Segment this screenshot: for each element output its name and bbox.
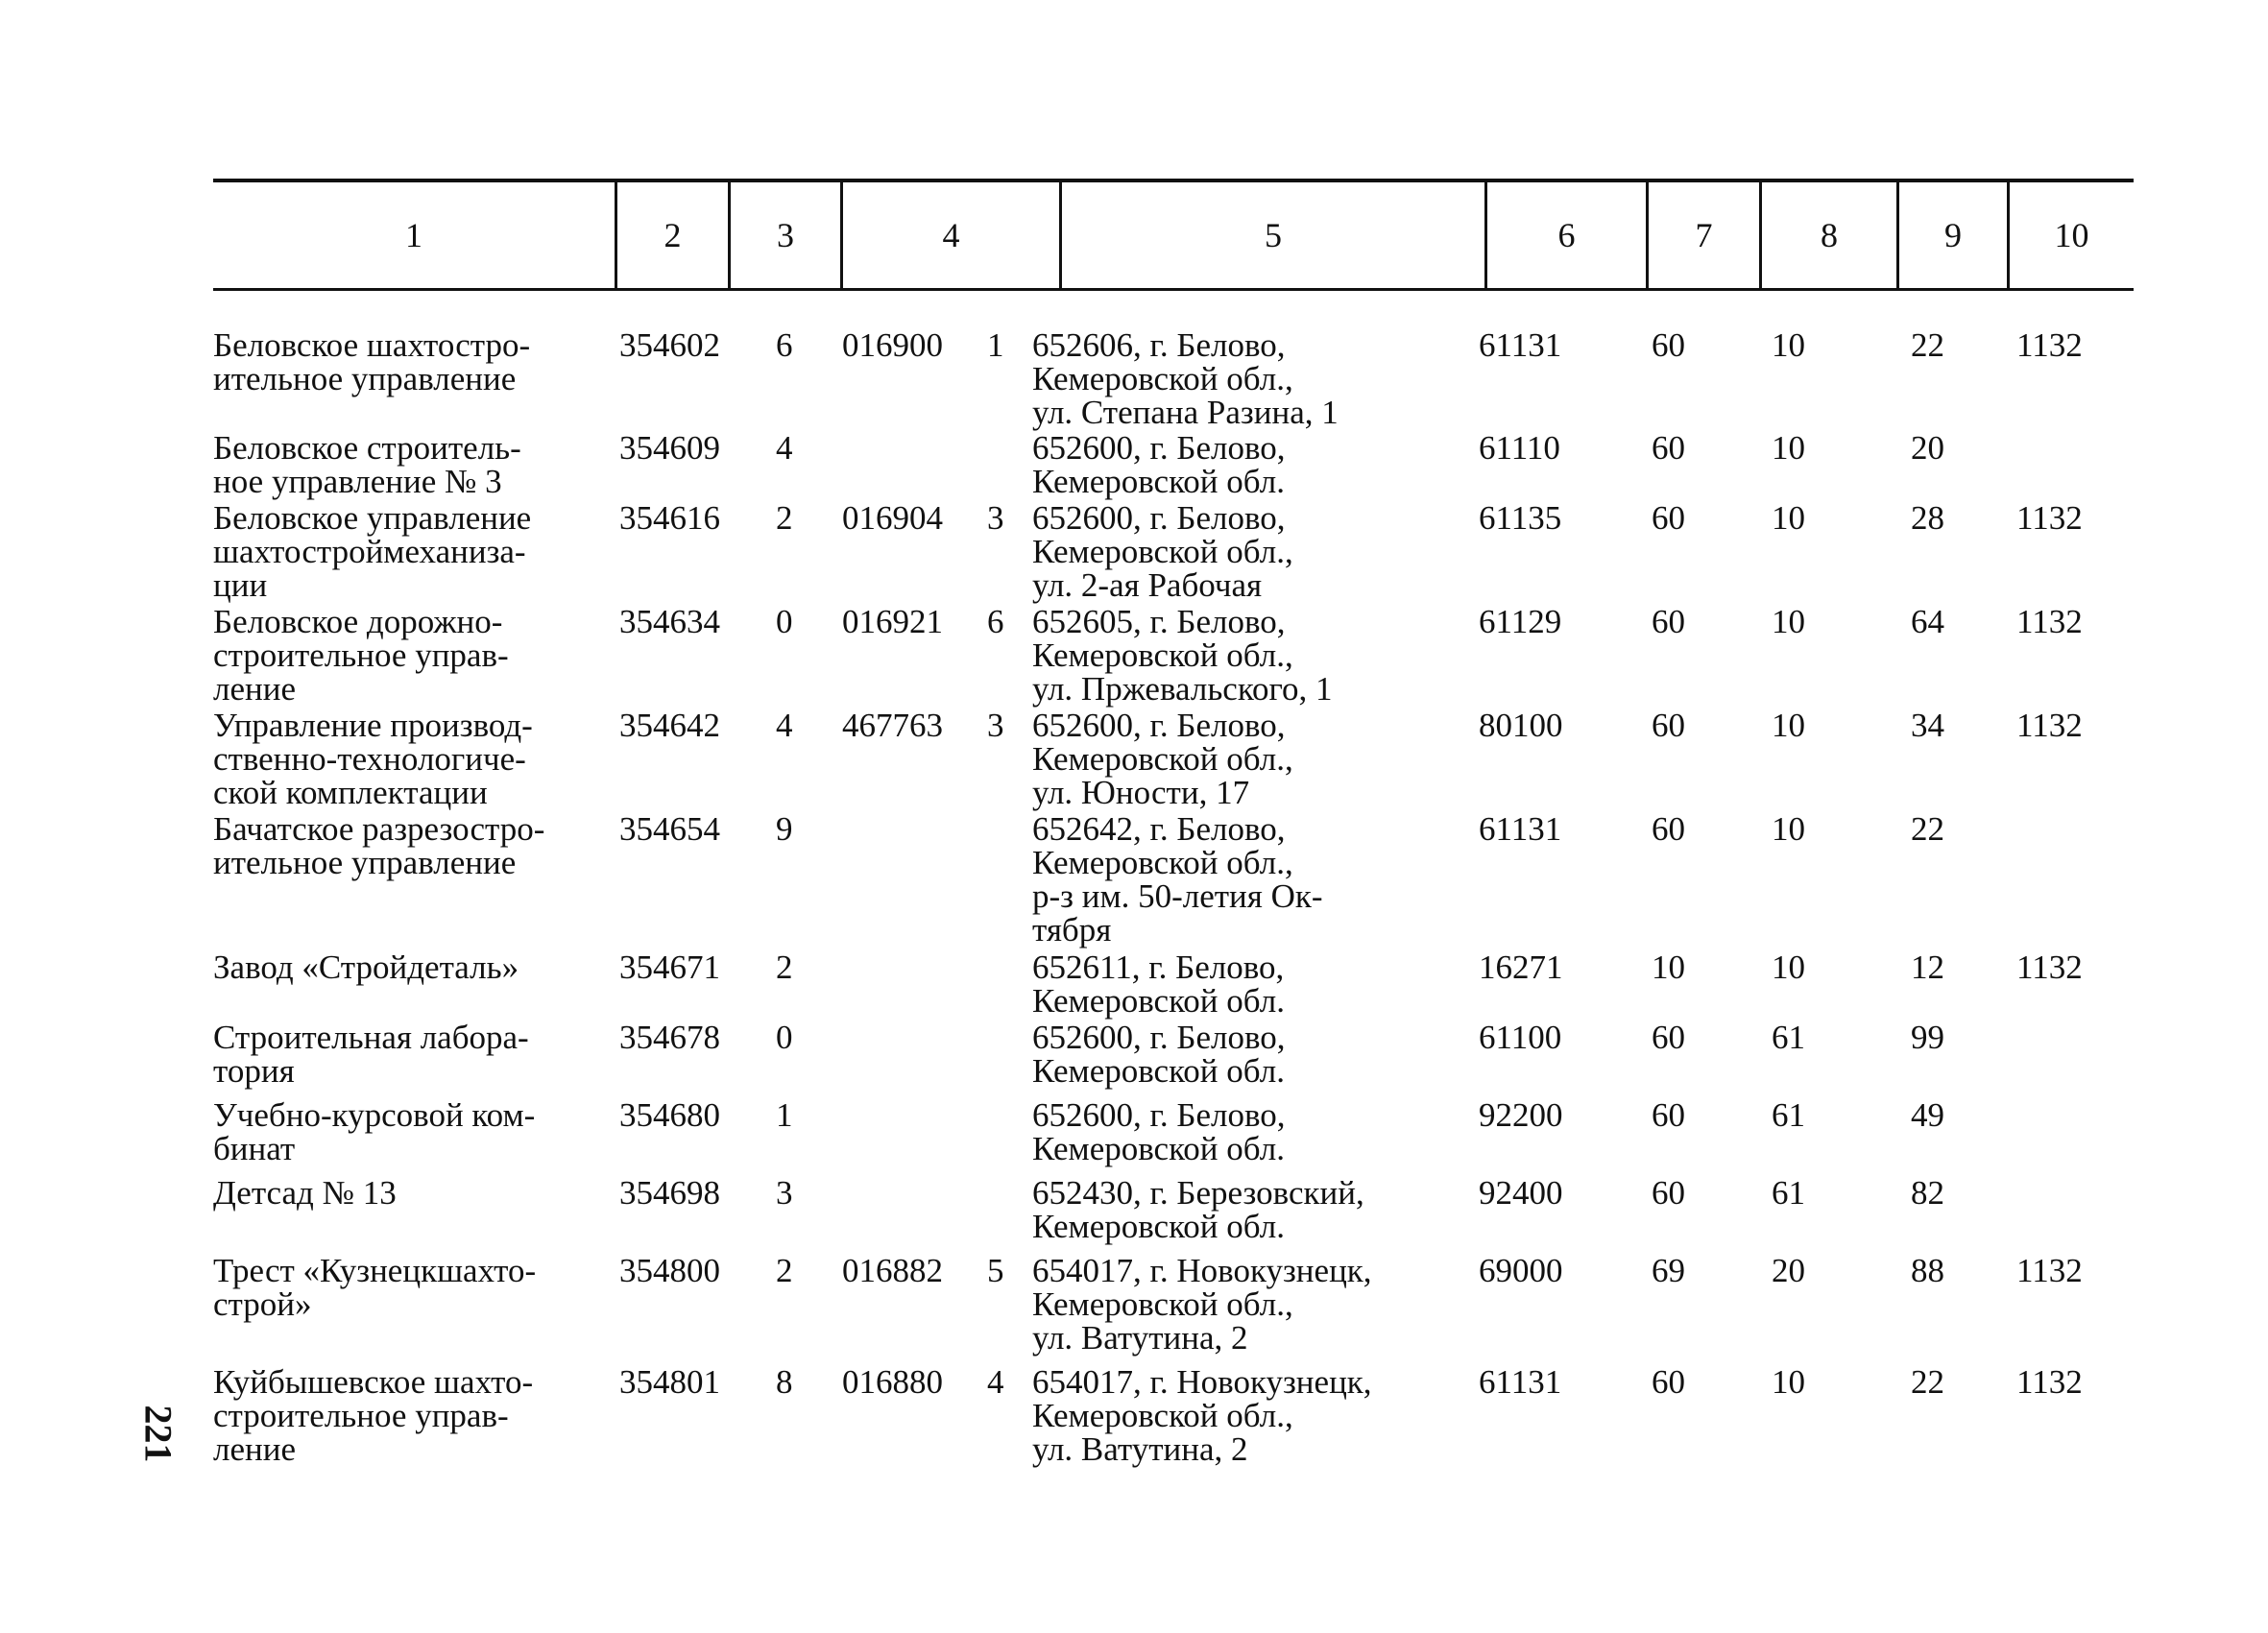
- org-name: Трест «Кузнецкшахто- строй»: [213, 1252, 537, 1323]
- code-col4: 016921: [842, 603, 943, 640]
- col-9-value: 64: [1911, 603, 1944, 640]
- col-9-value: 34: [1911, 707, 1944, 744]
- org-name: Куйбышевское шахто- строительное управ- ление: [213, 1363, 534, 1468]
- org-code-check: 0: [776, 603, 793, 640]
- col-10-value: 1132: [2016, 707, 2083, 744]
- col-6-value: 69000: [1479, 1252, 1563, 1289]
- header-col-6: 6: [1557, 216, 1576, 254]
- code-col4: 467763: [842, 707, 943, 744]
- org-code: 354602: [619, 326, 720, 364]
- col-7-value: 60: [1652, 1363, 1685, 1401]
- header-col-8: 8: [1821, 216, 1838, 254]
- org-code-check: 4: [776, 429, 793, 467]
- org-name: Беловское дорожно- строительное управ- ление: [213, 603, 509, 708]
- code-col4-check: 3: [987, 707, 1004, 744]
- col-9-value: 12: [1911, 949, 1944, 986]
- col-10-value: 1132: [2016, 1252, 2083, 1289]
- col-9-value: 49: [1911, 1096, 1944, 1134]
- col-6-value: 92200: [1479, 1096, 1563, 1134]
- col-9-value: 82: [1911, 1174, 1944, 1212]
- org-code: 354678: [619, 1019, 720, 1056]
- address: 652600, г. Белово, Кемеровской обл.: [1032, 1019, 1286, 1090]
- col-10-value: 1132: [2016, 1363, 2083, 1401]
- org-code-check: 0: [776, 1019, 793, 1056]
- header-col-2: 2: [664, 216, 682, 254]
- org-code-check: 9: [776, 810, 793, 848]
- address: 652642, г. Белово, Кемеровской обл., р-з им. 50-летия Ок- тября: [1032, 810, 1323, 949]
- address: 652611, г. Белово, Кемеровской обл.: [1032, 949, 1285, 1020]
- org-code: 354671: [619, 949, 720, 986]
- col-6-value: 80100: [1479, 707, 1563, 744]
- org-name: Беловское управление шахтостроймеханиза- ции: [213, 499, 532, 604]
- org-code-check: 3: [776, 1174, 793, 1212]
- code-col4-check: 4: [987, 1363, 1004, 1401]
- org-code-check: 1: [776, 1096, 793, 1134]
- col-6-value: 92400: [1479, 1174, 1563, 1212]
- col-8-value: 10: [1772, 707, 1805, 744]
- code-col4: 016900: [842, 326, 943, 364]
- col-8-value: 20: [1772, 1252, 1805, 1289]
- col-8-value: 61: [1772, 1174, 1805, 1212]
- org-code-check: 8: [776, 1363, 793, 1401]
- col-8-value: 61: [1772, 1096, 1805, 1134]
- address: 652600, г. Белово, Кемеровской обл., ул. Юности, 17: [1032, 707, 1293, 811]
- code-col4-check: 5: [987, 1252, 1004, 1289]
- col-6-value: 16271: [1479, 949, 1563, 986]
- code-col4-check: 6: [987, 603, 1004, 640]
- col-7-value: 60: [1652, 810, 1685, 848]
- col-8-value: 10: [1772, 603, 1805, 640]
- header-col-7: 7: [1695, 216, 1713, 254]
- code-col4: 016880: [842, 1363, 943, 1401]
- address: 654017, г. Новокузнецк, Кемеровской обл., ул. Ватутина, 2: [1032, 1363, 1372, 1468]
- col-8-value: 10: [1772, 429, 1805, 467]
- org-name: Завод «Стройдеталь»: [213, 949, 519, 986]
- address: 652600, г. Белово, Кемеровской обл., ул. 2-ая Рабочая: [1032, 499, 1293, 604]
- address: 652600, г. Белово, Кемеровской обл.: [1032, 429, 1286, 500]
- org-code: 354698: [619, 1174, 720, 1212]
- col-9-value: 99: [1911, 1019, 1944, 1056]
- col-10-value: 1132: [2016, 603, 2083, 640]
- address: 652430, г. Березовский, Кемеровской обл.: [1032, 1174, 1364, 1245]
- org-code: 354642: [619, 707, 720, 744]
- org-name: Детсад № 13: [213, 1174, 397, 1212]
- col-8-value: 10: [1772, 499, 1805, 537]
- header-bottom-rule: [213, 288, 2134, 291]
- code-col4: 016882: [842, 1252, 943, 1289]
- org-code-check: 4: [776, 707, 793, 744]
- code-col4-check: 3: [987, 499, 1004, 537]
- header-col-4: 4: [942, 216, 960, 254]
- org-code: 354680: [619, 1096, 720, 1134]
- header-col-5: 5: [1265, 216, 1282, 254]
- col-7-value: 60: [1652, 499, 1685, 537]
- col-9-value: 22: [1911, 1363, 1944, 1401]
- org-code-check: 6: [776, 326, 793, 364]
- col-6-value: 61129: [1479, 603, 1562, 640]
- col-6-value: 61110: [1479, 429, 1560, 467]
- col-8-value: 10: [1772, 1363, 1805, 1401]
- org-name: Строительная лабора- тория: [213, 1019, 529, 1090]
- org-code-check: 2: [776, 949, 793, 986]
- org-name: Бачатское разрезостро- ительное управление: [213, 810, 545, 881]
- org-code: 354616: [619, 499, 720, 537]
- col-6-value: 61131: [1479, 326, 1562, 364]
- col-7-value: 60: [1652, 603, 1685, 640]
- address: 654017, г. Новокузнецк, Кемеровской обл., ул. Ватутина, 2: [1032, 1252, 1372, 1357]
- org-name: Беловское строитель- ное управление № 3: [213, 429, 521, 500]
- code-col4-check: 1: [987, 326, 1004, 364]
- col-7-value: 10: [1652, 949, 1685, 986]
- col-7-value: 60: [1652, 1096, 1685, 1134]
- code-col4: 016904: [842, 499, 943, 537]
- col-9-value: 88: [1911, 1252, 1944, 1289]
- col-8-value: 10: [1772, 949, 1805, 986]
- org-code-check: 2: [776, 499, 793, 537]
- org-code: 354609: [619, 429, 720, 467]
- header-col-9: 9: [1944, 216, 1962, 254]
- header-col-1: 1: [405, 216, 422, 254]
- col-9-value: 22: [1911, 326, 1944, 364]
- org-name: Беловское шахтостро- ительное управление: [213, 326, 531, 397]
- org-name: Учебно-курсовой ком- бинат: [213, 1096, 536, 1167]
- col-7-value: 60: [1652, 1019, 1685, 1056]
- col-10-value: 1132: [2016, 499, 2083, 537]
- col-10-value: 1132: [2016, 949, 2083, 986]
- header-col-3: 3: [777, 216, 794, 254]
- page-number: 221: [136, 1405, 181, 1463]
- col-7-value: 60: [1652, 1174, 1685, 1212]
- org-code: 354654: [619, 810, 720, 848]
- col-9-value: 28: [1911, 499, 1944, 537]
- col-10-value: 1132: [2016, 326, 2083, 364]
- col-7-value: 69: [1652, 1252, 1685, 1289]
- col-6-value: 61100: [1479, 1019, 1562, 1056]
- address: 652606, г. Белово, Кемеровской обл., ул. Степана Разина, 1: [1032, 326, 1339, 431]
- col-8-value: 10: [1772, 810, 1805, 848]
- col-6-value: 61135: [1479, 499, 1562, 537]
- address: 652605, г. Белово, Кемеровской обл., ул. Пржевальского, 1: [1032, 603, 1333, 708]
- org-code: 354801: [619, 1363, 720, 1401]
- col-8-value: 61: [1772, 1019, 1805, 1056]
- col-9-value: 22: [1911, 810, 1944, 848]
- col-6-value: 61131: [1479, 810, 1562, 848]
- org-code: 354800: [619, 1252, 720, 1289]
- org-name: Управление производ- ственно-технологиче- ской комплектации: [213, 707, 533, 811]
- col-9-value: 20: [1911, 429, 1944, 467]
- org-code-check: 2: [776, 1252, 793, 1289]
- col-7-value: 60: [1652, 429, 1685, 467]
- col-6-value: 61131: [1479, 1363, 1562, 1401]
- col-8-value: 10: [1772, 326, 1805, 364]
- col-7-value: 60: [1652, 707, 1685, 744]
- col-7-value: 60: [1652, 326, 1685, 364]
- header-col-10: 10: [2054, 216, 2089, 254]
- org-code: 354634: [619, 603, 720, 640]
- address: 652600, г. Белово, Кемеровской обл.: [1032, 1096, 1286, 1167]
